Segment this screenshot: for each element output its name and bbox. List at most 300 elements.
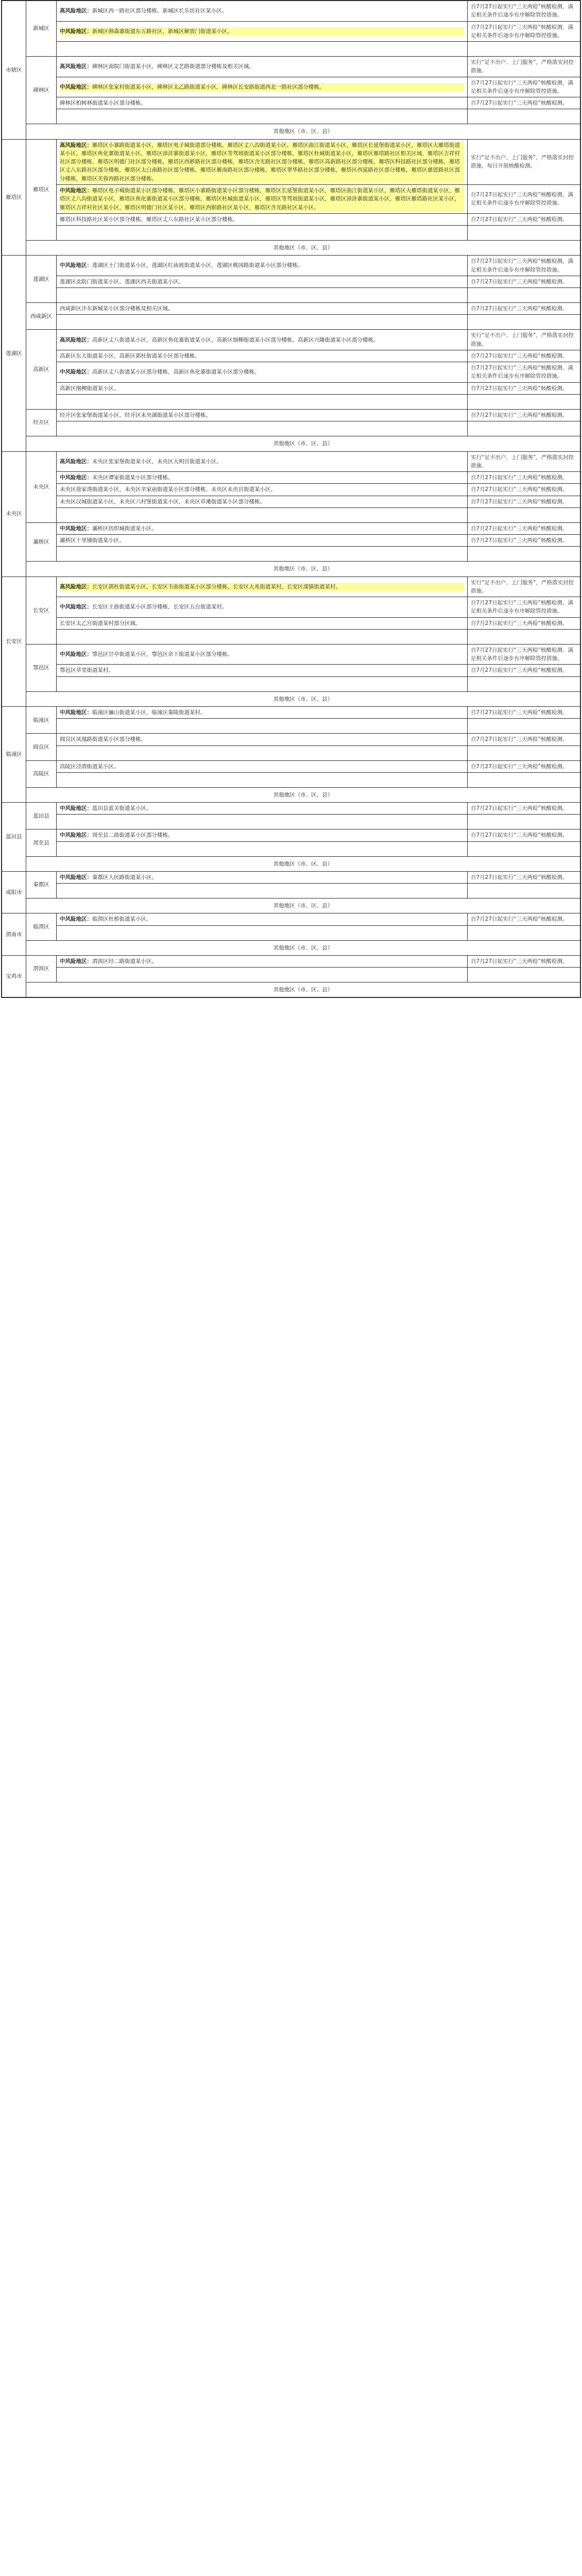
control-measure-cell: 实行“足不出户、上门服务”，严格落实封控措施，每日开展核酸检测。 bbox=[468, 139, 580, 184]
table-row bbox=[2, 451, 580, 472]
risk-level-label: 中风险地区： bbox=[60, 958, 92, 964]
control-measure-cell: 实行“足不出户、上门服务”，严格落实封控措施。 bbox=[468, 57, 580, 77]
area-text: 经开区张家堡街道某小区，经开区未央湖街道某小区部分楼栋。 bbox=[60, 412, 211, 418]
control-measure-cell: 自7月27日起实行“三天两检”核酸检测。 bbox=[468, 472, 580, 484]
region-cell: 蓝田县 bbox=[2, 803, 26, 872]
table-row bbox=[2, 760, 580, 772]
area-description bbox=[60, 619, 464, 628]
area-text: 莲湖区土门街道某小区，莲湖区红庙坡街道某小区，莲湖区桃园路街道某小区部分楼栋。 bbox=[92, 262, 303, 269]
table-row bbox=[2, 394, 580, 409]
risk-level-label: 中风险地区： bbox=[60, 916, 92, 923]
empty-cell bbox=[468, 315, 580, 330]
risk-level-label: 中风险地区： bbox=[60, 874, 92, 880]
area-description-cell bbox=[57, 644, 468, 665]
area-text: 高陵区泾渭街道某小区。 bbox=[60, 763, 119, 770]
control-measure-cell: 自7月27日起实行“三天两检”核酸检测。 bbox=[468, 535, 580, 547]
risk-level-label: 高风险地区： bbox=[60, 458, 92, 465]
summary-cell: 其他地区（市、区、县） bbox=[26, 562, 580, 577]
area-description bbox=[60, 368, 464, 376]
control-measure-cell: 自7月27日起实行“三天两检”核酸检测。 bbox=[468, 303, 580, 315]
risk-level-label: 中风险地区： bbox=[60, 525, 92, 532]
area-description bbox=[60, 957, 464, 965]
table-row bbox=[2, 676, 580, 691]
control-measure-cell: 自7月27日起实行“三天两检”核酸检测。 bbox=[468, 617, 580, 629]
control-measure-cell: 自7月27日起实行“三天两检”核酸检测，满足相关条件后逐步有序解除管控措施。 bbox=[468, 644, 580, 665]
empty-cell bbox=[57, 745, 468, 760]
area-description bbox=[60, 583, 464, 591]
control-measure-cell: 自7月27日起实行“三天两检”核酸检测。 bbox=[468, 409, 580, 421]
area-description bbox=[60, 304, 464, 313]
risk-level-label: 高风险地区： bbox=[60, 336, 92, 343]
area-text: 未央区张家堡街道某小区，未央区大明宫街道某小区。 bbox=[92, 458, 222, 465]
empty-cell bbox=[468, 841, 580, 856]
control-measure-cell: 自7月27日起实行“三天两检”核酸检测，满足相关条件后逐步有序解除管控措施。 bbox=[468, 21, 580, 42]
empty-cell bbox=[57, 968, 468, 982]
area-text: 阎良区凤凰路街道某小区部分楼栋。 bbox=[60, 736, 146, 743]
area-description bbox=[60, 498, 464, 506]
table-row bbox=[2, 665, 580, 676]
empty-cell bbox=[57, 925, 468, 940]
control-measure-cell: 自7月27日起实行“三天两检”核酸检测。 bbox=[468, 707, 580, 719]
area-description-cell bbox=[57, 522, 468, 534]
table-row bbox=[2, 841, 580, 856]
area-text: 高新区细柳街道某小区。 bbox=[60, 385, 119, 392]
control-measure-cell: 自7月27日起实行“三天两检”核酸检测，满足相关条件后逐步有序解除管控措施。 bbox=[468, 597, 580, 618]
district-cell: 西咸新区 bbox=[26, 303, 57, 330]
region-cell: 临潼区 bbox=[2, 707, 26, 803]
table-row bbox=[2, 421, 580, 436]
summary-cell: 其他地区（市、区、县） bbox=[26, 691, 580, 706]
area-description-cell bbox=[57, 913, 468, 925]
summary-row bbox=[2, 691, 580, 706]
summary-row bbox=[2, 856, 580, 871]
area-text: 渭滨区经二路街道某小区。 bbox=[92, 958, 157, 964]
district-cell: 鄠邑区 bbox=[26, 644, 57, 691]
area-description bbox=[60, 603, 464, 611]
area-description-cell bbox=[57, 484, 468, 496]
area-description bbox=[60, 7, 464, 15]
table-row bbox=[2, 597, 580, 618]
table-row bbox=[2, 213, 580, 225]
risk-area-table bbox=[2, 1, 580, 997]
control-measure-cell: 自7月27日起实行“三天两检”核酸检测。 bbox=[468, 97, 580, 109]
table-row bbox=[2, 139, 580, 184]
area-description-cell bbox=[57, 409, 468, 421]
control-measure-cell: 自7月27日起实行“三天两检”核酸检测。 bbox=[468, 276, 580, 287]
risk-level-label: 高风险地区： bbox=[60, 8, 92, 14]
risk-level-label: 中风险地区： bbox=[60, 604, 92, 611]
district-cell: 灞桥区 bbox=[26, 522, 57, 562]
area-description-cell bbox=[57, 496, 468, 507]
summary-cell: 其他地区（市、区、县） bbox=[26, 787, 580, 802]
area-description-cell bbox=[57, 665, 468, 676]
area-text: 未央区汉城街道某小区，未央区六村堡街道某小区，未央区草滩街道某小区部分楼栋。 bbox=[60, 498, 265, 505]
area-description-cell bbox=[57, 577, 468, 597]
area-text: 周至县二曲街道某小区部分楼栋。 bbox=[92, 832, 174, 839]
area-text: 雁塔区电子城街道某小区部分楼栋，雁塔区小寨路街道某小区部分楼栋，雁塔区长延堡街道某小区，雁塔区曲江街道某小区，雁塔区大雁塔街道某小区，雁塔区丈八沟街道某小区，雁塔区鱼化寨街道某小区部分楼栋，雁塔区杜城街道某小区，雁塔区等驾坡街道某小区，雁塔区漳浒寨街道某小区，雁塔区雁塔路社区某小区，雁塔区吉祥村社区某小区，雁塔区明德门社区某小区，雁塔区西影路社区某小区，雁塔区含光路社区某小区。 bbox=[60, 187, 460, 211]
table-row bbox=[2, 484, 580, 496]
risk-level-label: 中风险地区： bbox=[60, 369, 92, 376]
area-text: 未央区谭家街道某小区部分楼栋。 bbox=[92, 474, 174, 481]
area-text: 临渭区杜桥街道某小区。 bbox=[92, 916, 152, 923]
empty-cell bbox=[468, 226, 580, 241]
empty-cell bbox=[468, 507, 580, 522]
area-text: 长安区太乙宫街道某村部分区域。 bbox=[60, 620, 141, 626]
summary-cell: 其他地区（市、区、县） bbox=[26, 124, 580, 139]
control-measure-cell: 自7月27日起实行“三天两检”核酸检测。 bbox=[468, 871, 580, 883]
table-row bbox=[2, 382, 580, 394]
empty-cell bbox=[468, 421, 580, 436]
summary-row bbox=[2, 124, 580, 139]
area-description-cell bbox=[57, 350, 468, 362]
area-description bbox=[60, 666, 464, 674]
table-row bbox=[2, 288, 580, 303]
empty-cell bbox=[468, 968, 580, 982]
area-description-cell bbox=[57, 139, 468, 184]
area-description-cell bbox=[57, 597, 468, 618]
area-description bbox=[60, 411, 464, 419]
risk-level-label: 中风险地区： bbox=[60, 474, 92, 481]
empty-cell bbox=[57, 421, 468, 436]
empty-cell bbox=[57, 547, 468, 562]
area-description bbox=[60, 141, 464, 183]
empty-cell bbox=[468, 676, 580, 691]
control-measure-cell: 自7月27日起实行“三天两检”核酸检测。 bbox=[468, 803, 580, 815]
table-row bbox=[2, 955, 580, 967]
area-description-cell bbox=[57, 829, 468, 841]
table-row bbox=[2, 925, 580, 940]
area-text: 秦都区人民路街道某小区。 bbox=[92, 874, 157, 880]
district-cell: 蓝田县 bbox=[26, 803, 57, 829]
area-text: 高新区丈八街道某小区，高新区鱼化寨街道某小区，高新区细柳街道某小区部分楼栋，高新区兴隆街道某小区部分楼栋。 bbox=[92, 336, 379, 343]
empty-cell bbox=[468, 394, 580, 409]
summary-row bbox=[2, 436, 580, 451]
table-row bbox=[2, 547, 580, 562]
district-cell: 秦都区 bbox=[26, 871, 57, 898]
table-row bbox=[2, 629, 580, 644]
area-text: 未央区徐家湾街道某小区，未央区辛家庙街道某小区部分楼栋，未央区未央宫街道某小区。 bbox=[60, 486, 276, 493]
control-measure-cell: 自7月27日起实行“三天两检”核酸检测。 bbox=[468, 760, 580, 772]
summary-cell: 其他地区（市、区、县） bbox=[26, 982, 580, 997]
area-text: 长安区王曲街道某小区部分楼栋，长安区五台街道某村。 bbox=[92, 604, 228, 611]
district-cell: 阎良区 bbox=[26, 734, 57, 760]
table-row bbox=[2, 913, 580, 925]
empty-cell bbox=[468, 745, 580, 760]
area-description bbox=[60, 62, 464, 71]
region-cell: 雁塔区 bbox=[2, 139, 26, 256]
table-row bbox=[2, 772, 580, 787]
table-row bbox=[2, 57, 580, 77]
area-text: 新城区韩森寨街道东五路社区，新城区解放门街道某小区。 bbox=[92, 28, 233, 35]
area-description bbox=[60, 215, 464, 224]
area-description bbox=[60, 83, 464, 91]
area-description-cell bbox=[57, 535, 468, 547]
district-cell: 雁塔区 bbox=[26, 139, 57, 240]
empty-cell bbox=[57, 719, 468, 734]
area-description bbox=[60, 457, 464, 466]
area-text: 鄠邑区甘亭街道某小区，鄠邑区余下街道某小区部分楼栋。 bbox=[92, 651, 233, 658]
area-text: 蓝田县蓝关街道某小区。 bbox=[92, 805, 152, 812]
table-row bbox=[2, 829, 580, 841]
table-row bbox=[2, 707, 580, 719]
area-description-cell bbox=[57, 184, 468, 213]
table-row bbox=[2, 719, 580, 734]
summary-cell: 其他地区（市、区、县） bbox=[26, 856, 580, 871]
district-cell: 碑林区 bbox=[26, 57, 57, 124]
risk-level-label: 高风险地区： bbox=[60, 142, 92, 148]
empty-cell bbox=[57, 226, 468, 241]
area-description-cell bbox=[57, 77, 468, 97]
table-row bbox=[2, 496, 580, 507]
empty-cell bbox=[57, 288, 468, 303]
risk-level-label: 中风险地区： bbox=[60, 83, 92, 90]
empty-cell bbox=[57, 629, 468, 644]
area-description bbox=[60, 485, 464, 494]
empty-cell bbox=[57, 815, 468, 829]
summary-row bbox=[2, 241, 580, 256]
table-row bbox=[2, 21, 580, 42]
area-text: 新城区西一路社区部分楼栋、新城区长乐坊社区某小区。 bbox=[92, 8, 228, 14]
area-description bbox=[60, 278, 464, 286]
control-measure-cell: 自7月27日起实行“三天两检”核酸检测。 bbox=[468, 522, 580, 534]
control-measure-cell: 自7月27日起实行“三天两检”核酸检测。 bbox=[468, 484, 580, 496]
region-cell: 渭南市 bbox=[2, 913, 26, 956]
table-row bbox=[2, 535, 580, 547]
control-measure-cell: 自7月27日起实行“三天两检”核酸检测。 bbox=[468, 665, 580, 676]
area-text: 西咸新区沣东新城某小区部分楼栋及相关区域。 bbox=[60, 306, 174, 312]
control-measure-cell: 自7月27日起实行“三天两检”核酸检测，满足相关条件后逐步有序解除管控措施。 bbox=[468, 256, 580, 276]
empty-cell bbox=[57, 772, 468, 787]
control-measure-cell: 自7月27日起实行“三天两检”核酸检测。 bbox=[468, 382, 580, 394]
area-description bbox=[60, 187, 464, 212]
empty-cell bbox=[57, 507, 468, 522]
risk-level-label: 中风险地区： bbox=[60, 832, 92, 839]
risk-level-label: 中风险地区： bbox=[60, 651, 92, 658]
district-cell: 莲湖区 bbox=[26, 256, 57, 303]
risk-level-label: 中风险地区： bbox=[60, 28, 92, 35]
summary-row bbox=[2, 562, 580, 577]
area-description bbox=[60, 708, 464, 717]
empty-cell bbox=[468, 772, 580, 787]
area-description-cell bbox=[57, 451, 468, 472]
table-row bbox=[2, 184, 580, 213]
control-measure-cell: 自7月27日起实行“三天两检”核酸检测。 bbox=[468, 829, 580, 841]
risk-area-document bbox=[1, 0, 581, 998]
empty-cell bbox=[57, 884, 468, 899]
control-measure-cell: 实行“足不出户、上门服务”，严格落实封控措施。 bbox=[468, 330, 580, 350]
district-cell: 临渭区 bbox=[26, 913, 57, 940]
empty-cell bbox=[57, 315, 468, 330]
table-row bbox=[2, 745, 580, 760]
area-text: 长安区郭杜街道某小区，长安区韦曲街道某小区部分楼栋，长安区大兆街道某村，长安区滦镇街道某村。 bbox=[92, 583, 341, 590]
area-description bbox=[60, 873, 464, 882]
control-measure-cell: 自7月27日起实行“三天两检”核酸检测。 bbox=[468, 955, 580, 967]
empty-cell bbox=[468, 815, 580, 829]
table-row bbox=[2, 315, 580, 330]
table-row bbox=[2, 362, 580, 383]
empty-cell bbox=[468, 42, 580, 57]
risk-area-table-body bbox=[2, 1, 580, 997]
area-description bbox=[60, 650, 464, 658]
area-description-cell bbox=[57, 303, 468, 315]
area-description-cell bbox=[57, 382, 468, 394]
table-row bbox=[2, 256, 580, 276]
risk-level-label: 中风险地区： bbox=[60, 709, 92, 716]
area-text: 碑林区张家村街道某小区，碑林区太乙路街道某小区，碑林区长安路街道西北一路社区部分楼栋。 bbox=[92, 83, 325, 90]
risk-level-label: 高风险地区： bbox=[60, 63, 92, 70]
region-cell: 莲湖区 bbox=[2, 256, 26, 451]
empty-cell bbox=[468, 547, 580, 562]
control-measure-cell: 自7月27日起实行“三天两检”核酸检测。 bbox=[468, 350, 580, 362]
summary-row bbox=[2, 940, 580, 955]
table-row bbox=[2, 409, 580, 421]
table-row bbox=[2, 803, 580, 815]
empty-cell bbox=[468, 288, 580, 303]
district-cell: 长安区 bbox=[26, 577, 57, 644]
table-row bbox=[2, 577, 580, 597]
area-description-cell bbox=[57, 213, 468, 225]
summary-cell: 其他地区（市、区、县） bbox=[26, 940, 580, 955]
area-description-cell bbox=[57, 1, 468, 22]
area-description bbox=[60, 524, 464, 533]
table-row bbox=[2, 968, 580, 982]
area-description bbox=[60, 831, 464, 839]
area-description bbox=[60, 536, 464, 545]
table-row bbox=[2, 507, 580, 522]
control-measure-cell: 自7月27日起实行“三天两检”核酸检测，满足相关条件后逐步有序解除管控措施。 bbox=[468, 362, 580, 383]
empty-cell bbox=[57, 109, 468, 124]
risk-level-label: 中风险地区： bbox=[60, 187, 92, 194]
area-description-cell bbox=[57, 57, 468, 77]
area-description bbox=[60, 336, 464, 344]
empty-cell bbox=[57, 676, 468, 691]
control-measure-cell: 自7月27日起实行“三天两检”核酸检测，满足相关条件后逐步有序解除管控措施。 bbox=[468, 1, 580, 22]
region-cell: 宝鸡市 bbox=[2, 955, 26, 997]
table-row bbox=[2, 276, 580, 287]
area-description-cell bbox=[57, 97, 468, 109]
area-text: 雁塔区科技路社区某小区部分楼栋，雁塔区丈八东路社区某小区部分楼栋。 bbox=[60, 216, 238, 223]
table-row bbox=[2, 644, 580, 665]
risk-level-label: 高风险地区： bbox=[60, 583, 92, 590]
district-cell: 渭滨区 bbox=[26, 955, 57, 982]
region-cell: 市辖区 bbox=[2, 1, 26, 140]
area-text: 莲湖区北院门街道某小区，莲湖区西关街道某小区。 bbox=[60, 278, 184, 285]
summary-cell: 其他地区（市、区、县） bbox=[26, 241, 580, 256]
district-cell: 经开区 bbox=[26, 409, 57, 436]
risk-level-label: 中风险地区： bbox=[60, 262, 92, 269]
area-text: 鄠邑区草堂街道某村。 bbox=[60, 667, 114, 674]
area-description-cell bbox=[57, 955, 468, 967]
area-text: 临潼区骊山街道某小区，临潼区秦陵街道某村。 bbox=[92, 709, 206, 716]
table-row bbox=[2, 871, 580, 883]
area-description bbox=[60, 27, 464, 36]
district-cell: 未央区 bbox=[26, 451, 57, 522]
area-description bbox=[60, 261, 464, 269]
area-description bbox=[60, 99, 464, 107]
empty-cell bbox=[468, 109, 580, 124]
district-cell: 新城区 bbox=[26, 1, 57, 57]
control-measure-cell: 自7月27日起实行“三天两检”核酸检测。 bbox=[468, 496, 580, 507]
summary-row bbox=[2, 899, 580, 913]
area-description-cell bbox=[57, 256, 468, 276]
summary-row bbox=[2, 787, 580, 802]
region-cell: 未央区 bbox=[2, 451, 26, 577]
table-row bbox=[2, 303, 580, 315]
area-description-cell bbox=[57, 617, 468, 629]
empty-cell bbox=[57, 42, 468, 57]
table-row bbox=[2, 97, 580, 109]
table-row bbox=[2, 330, 580, 350]
area-text: 灞桥区纺织城街道某小区。 bbox=[92, 525, 157, 532]
district-cell: 高陵区 bbox=[26, 760, 57, 787]
area-description-cell bbox=[57, 472, 468, 484]
area-text: 高新区东大街道某小区，高新区郭杜街道某小区部分楼栋。 bbox=[60, 352, 200, 359]
table-row bbox=[2, 226, 580, 241]
area-text: 碑林区南院门街道某小区，碑林区文艺路街道部分楼栋及相关区域。 bbox=[92, 63, 254, 70]
district-cell: 周至县 bbox=[26, 829, 57, 856]
area-description bbox=[60, 804, 464, 812]
area-description-cell bbox=[57, 871, 468, 883]
area-description bbox=[60, 735, 464, 743]
area-text: 高新区丈八街道某小区部分楼栋，高新区鱼化寨街道某小区部分楼栋。 bbox=[92, 369, 260, 376]
area-description bbox=[60, 762, 464, 771]
table-row bbox=[2, 77, 580, 97]
empty-cell bbox=[468, 925, 580, 940]
region-cell: 咸阳市 bbox=[2, 871, 26, 913]
control-measure-cell: 自7月27日起实行“三天两检”核酸检测。 bbox=[468, 213, 580, 225]
table-row bbox=[2, 109, 580, 124]
control-measure-cell: 自7月27日起实行“三天两检”核酸检测。 bbox=[468, 734, 580, 745]
table-row bbox=[2, 1, 580, 22]
table-row bbox=[2, 522, 580, 534]
area-description bbox=[60, 915, 464, 923]
control-measure-cell: 实行“足不出户、上门服务”，严格落实封控措施。 bbox=[468, 577, 580, 597]
control-measure-cell: 自7月27日起实行“三天两检”核酸检测，满足相关条件后逐步有序解除管控措施。 bbox=[468, 184, 580, 213]
table-row bbox=[2, 472, 580, 484]
table-row bbox=[2, 42, 580, 57]
risk-level-label: 中风险地区： bbox=[60, 805, 92, 812]
area-description bbox=[60, 352, 464, 360]
area-description bbox=[60, 473, 464, 482]
area-description-cell bbox=[57, 707, 468, 719]
table-row bbox=[2, 815, 580, 829]
district-cell: 高新区 bbox=[26, 330, 57, 410]
area-description-cell bbox=[57, 734, 468, 745]
district-cell: 临潼区 bbox=[26, 707, 57, 734]
table-row bbox=[2, 734, 580, 745]
empty-cell bbox=[468, 884, 580, 899]
empty-cell bbox=[468, 719, 580, 734]
control-measure-cell: 实行“足不出户、上门服务”，严格落实封控措施。 bbox=[468, 451, 580, 472]
summary-cell: 其他地区（市、区、县） bbox=[26, 436, 580, 451]
table-row bbox=[2, 350, 580, 362]
empty-cell bbox=[468, 629, 580, 644]
area-description-cell bbox=[57, 276, 468, 287]
empty-cell bbox=[57, 394, 468, 409]
area-text: 灞桥区十里铺街道某小区。 bbox=[60, 537, 125, 544]
control-measure-cell: 自7月27日起实行“三天两检”核酸检测。 bbox=[468, 913, 580, 925]
summary-cell: 其他地区（市、区、县） bbox=[26, 899, 580, 913]
summary-row bbox=[2, 982, 580, 997]
region-cell: 长安区 bbox=[2, 577, 26, 706]
control-measure-cell: 自7月27日起实行“三天两检”核酸检测，满足相关条件后逐步有序解除管控措施。 bbox=[468, 77, 580, 97]
area-description-cell bbox=[57, 330, 468, 350]
area-description bbox=[60, 384, 464, 393]
area-description-cell bbox=[57, 21, 468, 42]
area-description-cell bbox=[57, 760, 468, 772]
area-description-cell bbox=[57, 362, 468, 383]
table-row bbox=[2, 884, 580, 899]
